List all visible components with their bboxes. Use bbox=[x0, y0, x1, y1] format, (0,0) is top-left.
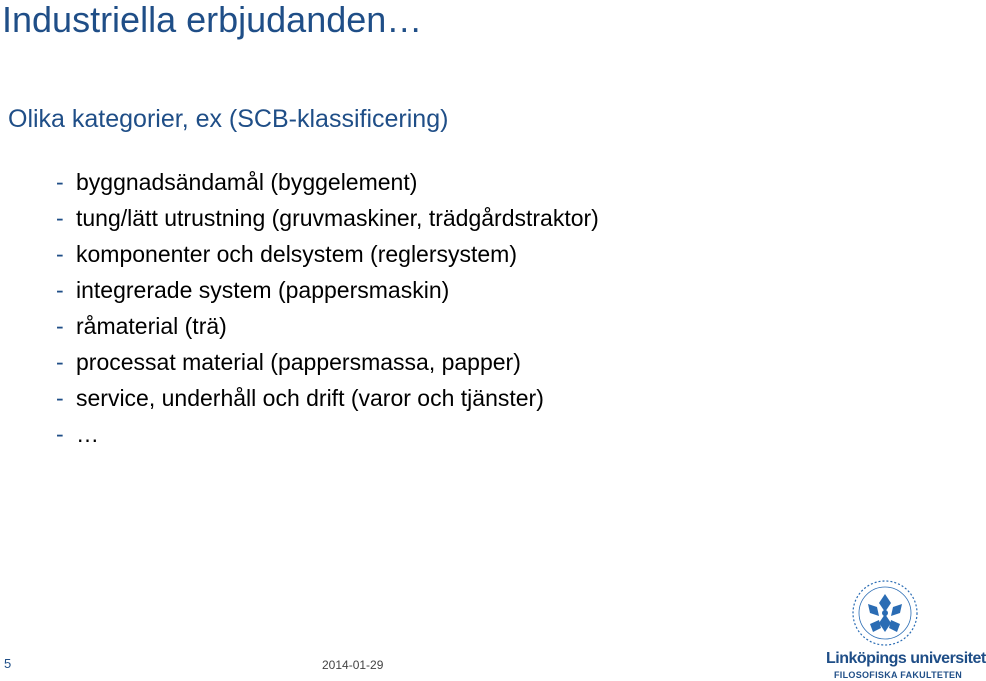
list-item-text: processat material (pappersmassa, papper) bbox=[76, 349, 521, 375]
bullet-list bbox=[56, 164, 599, 452]
university-seal-icon bbox=[848, 576, 922, 648]
list-item-text: tung/lätt utrustning (gruvmaskiner, trädgårdstraktor) bbox=[76, 205, 599, 231]
bullet-marker: - bbox=[56, 205, 64, 231]
list-item bbox=[56, 236, 599, 272]
university-logo bbox=[818, 576, 986, 681]
list-item bbox=[56, 200, 599, 236]
list-item-text: … bbox=[76, 421, 99, 447]
slide-title: Industriella erbjudanden… bbox=[2, 0, 423, 40]
bullet-marker: - bbox=[56, 169, 64, 195]
logo-faculty: FILOSOFISKA FAKULTETEN bbox=[834, 670, 963, 680]
bullet-marker: - bbox=[56, 277, 64, 303]
list-item bbox=[56, 272, 599, 308]
logo-name: Linköpings universitet bbox=[826, 650, 986, 667]
list-item bbox=[56, 308, 599, 344]
list-item bbox=[56, 344, 599, 380]
bullet-marker: - bbox=[56, 421, 64, 447]
list-item bbox=[56, 164, 599, 200]
list-item-text: råmaterial (trä) bbox=[76, 313, 227, 339]
bullet-marker: - bbox=[56, 241, 64, 267]
bullet-marker: - bbox=[56, 349, 64, 375]
slide-subtitle: Olika kategorier, ex (SCB-klassificering) bbox=[8, 105, 449, 133]
bullet-marker: - bbox=[56, 313, 64, 339]
footer-date: 2014-01-29 bbox=[322, 658, 384, 672]
bullet-marker: - bbox=[56, 385, 64, 411]
list-item-text: integrerade system (pappersmaskin) bbox=[76, 277, 450, 303]
list-item-text: byggnadsändamål (byggelement) bbox=[76, 169, 418, 195]
list-item bbox=[56, 380, 599, 416]
list-item bbox=[56, 416, 599, 452]
list-item-text: service, underhåll och drift (varor och tjänster) bbox=[76, 385, 544, 411]
list-item-text: komponenter och delsystem (reglersystem) bbox=[76, 241, 517, 267]
page-number: 5 bbox=[4, 656, 12, 671]
